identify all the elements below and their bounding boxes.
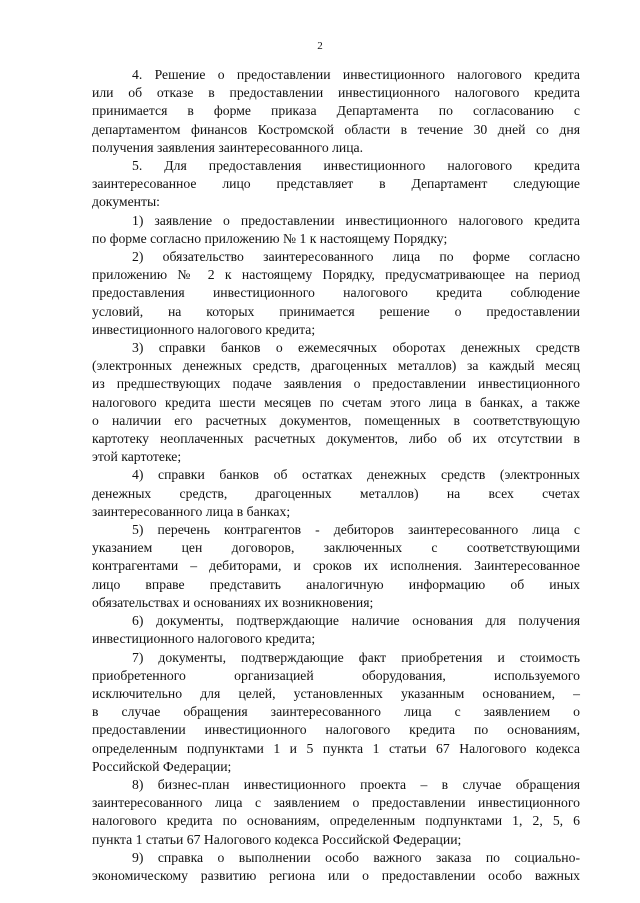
text-line: заинтересованное лицо представляет в Департамент следующие [92,176,580,192]
text-line: 6) документы, подтверждающие наличие основания для получения [132,613,580,629]
text-line: определенным подпунктами 1 и 5 пункта 1 статьи 67 Налогового кодекса [92,740,580,756]
text-line: 8) бизнес-план инвестиционного проекта – в случае обращения [132,776,580,792]
text-line: 1) заявление о предоставлении инвестиционного налогового кредита [132,212,580,228]
text-line: получения заявления заинтересованного лица. [92,139,364,155]
text-line: заинтересованного лица с заявлением о предоставлении инвестиционного [92,795,580,811]
text-line: 7) документы, подтверждающие факт приобретения и стоимость [132,649,580,665]
text-line: обязательствах и основаниях их возникновения; [92,594,374,610]
text-line: 4. Решение о предоставлении инвестиционного налогового кредита [132,67,580,82]
text-line: Российской Федерации; [92,758,232,774]
text-line: налогового кредита шести месяцев по счетам этого лица в банках, а также [92,394,580,410]
text-line: предоставлении инвестиционного налогового кредита по основаниям, [92,722,580,738]
text-line: приложению № 2 к настоящему Порядку, предусматривающее на период [92,267,580,283]
text-line: пункта 1 статьи 67 Налогового кодекса Российской Федерации; [92,831,462,847]
text-line: 9) справка о выполнении особо важного заказа по социально- [132,849,580,865]
text-line: о наличии его расчетных документов, помещенных в соответствующую [92,412,580,428]
text-line: документы: [92,194,160,210]
document-body [92,66,580,885]
text-line: в случае обращения заинтересованного лица с заявлением о [92,704,580,720]
text-line: этой картотеке; [92,449,182,465]
text-line: из предшествующих подаче заявления о предоставлении инвестиционного [92,376,580,392]
text-line: или об отказе в предоставлении инвестиционного налогового кредита [92,85,580,101]
text-line: (электронных денежных средств, драгоценных металлов) за каждый месяц [92,358,580,374]
text-line: департаментом финансов Костромской области в течение 30 дней со дня [92,121,580,137]
text-line: картотеку неоплаченных расчетных документов, либо об их отсутствии в [92,431,580,447]
text-line: контрагентами – дебиторами, и сроков их исполнения. Заинтересованное [92,558,580,574]
text-line: по форме согласно приложению № 1 к настоящему Порядку; [92,230,448,246]
text-line: 3) справки банков о ежемесячных оборотах денежных средств [132,340,580,356]
text-line: 5) перечень контрагентов - дебиторов заинтересованного лица с [132,522,580,538]
text-line: приобретенного организацией оборудования, используемого [92,667,580,683]
text-line: условий, на которых принимается решение о предоставлении [92,303,580,319]
text-line: экономическому развитию региона или о предоставлении особо важных [92,867,580,883]
text-line: 4) справки банков об остатках денежных средств (электронных [132,467,580,483]
text-line: налогового кредита по основаниям, определенным подпунктами 1, 2, 5, 6 [92,813,580,829]
text-line: лицо вправе представить аналогичную информацию об иных [92,576,580,592]
page-number: 2 [317,40,323,52]
text-line: инвестиционного налогового кредита; [92,631,316,647]
text-line: указанием цен договоров, заключенных с соответствующими [92,540,580,556]
text-line: исключительно для целей, установленных указанным основанием, – [92,685,580,701]
text-line: принимается в форме приказа Департамента по согласованию с [92,103,580,119]
text-line: предоставления инвестиционного налогового кредита соблюдение [92,285,580,301]
text-line: инвестиционного налогового кредита; [92,321,316,337]
text-line: денежных средств, драгоценных металлов) на всех счетах [92,485,580,501]
text-line: 2) обязательство заинтересованного лица по форме согласно [132,249,580,265]
text-line: заинтересованного лица в банках; [92,503,291,519]
text-line: 5. Для предоставления инвестиционного налогового кредита [132,158,580,174]
